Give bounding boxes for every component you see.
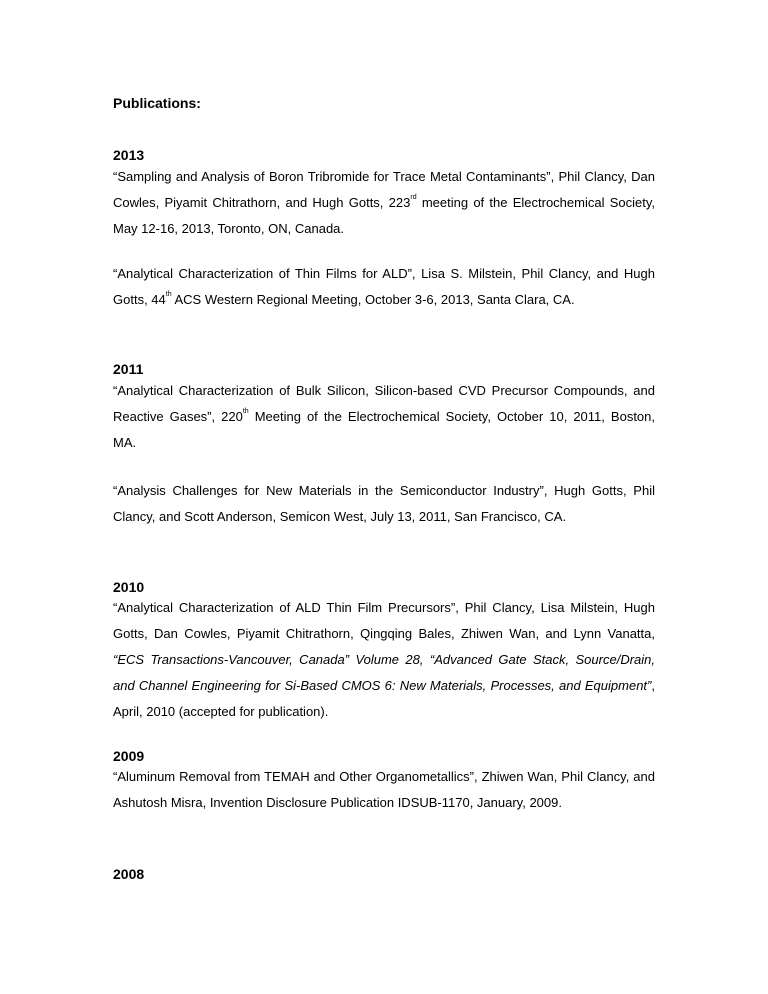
- journal-title: “ECS Transactions-Vancouver, Canada” Volume 28, “Advanced Gate Stack, Source/Drain, and Channel Engineering for Si-Based CMOS 6: New Materials, Processes, and Equipment”: [113, 652, 655, 693]
- year-heading-2011: 2011: [113, 361, 144, 377]
- entry-text: “Analytical Characterization of Bulk Silicon, Silicon-based CVD Precursor Compounds, and Reactive Gases”, 220: [113, 383, 655, 424]
- publication-entry-2010-1: [113, 595, 655, 725]
- entry-text: “Sampling and Analysis of Boron Tribromide for Trace Metal Contaminants”, Phil Clancy, Dan Cowles, Piyamit Chitrathorn, and Hugh Gotts, 223: [113, 169, 655, 210]
- ordinal-suffix: th: [242, 408, 249, 415]
- entry-text: “Analytical Characterization of ALD Thin Film Precursors”, Phil Clancy, Lisa Milstein, Hugh Gotts, Dan Cowles, Piyamit Chitrathorn, Qingqing Bales, Zhiwen Wan, and Lynn Vanatta,: [113, 600, 655, 641]
- ordinal-suffix: rd: [410, 194, 417, 201]
- entry-text: “Analysis Challenges for New Materials in the Semiconductor Industry”, Hugh Gotts, Phil Clancy, and Scott Anderson, Semicon West, July 13, 2011, San Francisco, CA.: [113, 483, 655, 524]
- entry-text: “Aluminum Removal from TEMAH and Other Organometallics”, Zhiwen Wan, Phil Clancy, and Ashutosh Misra, Invention Disclosure Publication IDSUB-1170, January, 2009.: [113, 769, 655, 810]
- publication-entry-2013-2: [113, 261, 655, 313]
- entry-text: ACS Western Regional Meeting, October 3-6, 2013, Santa Clara, CA.: [171, 292, 575, 307]
- entry-text: Meeting of the Electrochemical Society, October 10, 2011, Boston, MA.: [113, 409, 655, 450]
- publication-entry-2011-1: [113, 378, 655, 456]
- entry-text: “Analytical Characterization of Thin Films for ALD”, Lisa S. Milstein, Phil Clancy, and Hugh Gotts, 44: [113, 266, 655, 307]
- publication-entry-2013-1: [113, 164, 655, 242]
- year-heading-2008: 2008: [113, 866, 145, 882]
- year-heading-2013: 2013: [113, 147, 145, 163]
- year-heading-2010: 2010: [113, 579, 145, 595]
- publication-entry-2009-1: [113, 764, 655, 816]
- publication-entry-2011-2: [113, 478, 655, 530]
- ordinal-suffix: th: [165, 291, 172, 298]
- publications-heading: Publications:: [113, 95, 201, 111]
- entry-text: , April, 2010 (accepted for publication).: [113, 678, 655, 719]
- entry-text: meeting of the Electrochemical Society, May 12-16, 2013, Toronto, ON, Canada.: [113, 195, 655, 236]
- year-heading-2009: 2009: [113, 748, 145, 764]
